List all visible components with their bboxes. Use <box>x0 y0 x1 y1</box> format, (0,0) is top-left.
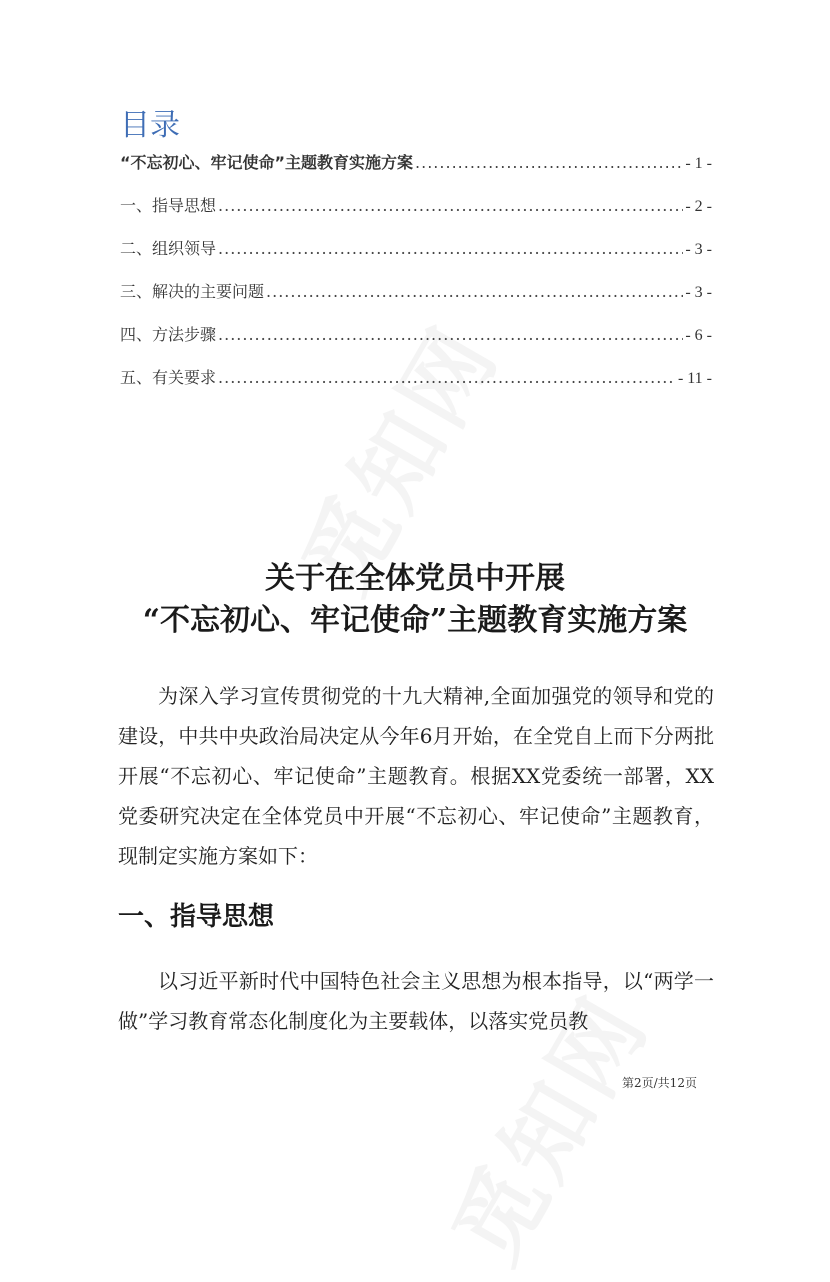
table-of-contents <box>120 150 712 408</box>
toc-entry-label: 三、解决的主要问题 <box>120 282 265 301</box>
toc-entry-label: 二、组织领导 <box>120 239 217 258</box>
toc-entry-page: - 3 - <box>685 284 712 301</box>
section-heading: 一、指导思想 <box>118 902 275 932</box>
toc-leader-dots <box>266 282 683 301</box>
toc-entry-page: - 6 - <box>685 327 712 344</box>
toc-entry[interactable] <box>120 150 712 193</box>
toc-entry[interactable] <box>120 279 712 322</box>
toc-entry[interactable] <box>120 236 712 279</box>
toc-entry[interactable] <box>120 193 712 236</box>
document-title-line-1: 关于在全体党员中开展 <box>265 561 565 596</box>
toc-entry[interactable] <box>120 365 712 408</box>
toc-entry-page: - 2 - <box>685 198 712 215</box>
toc-entry-label: “不忘初心、牢记使命”主题教育实施方案 <box>120 153 414 172</box>
toc-entry-page: - 1 - <box>685 155 712 172</box>
toc-leader-dots <box>415 153 683 172</box>
toc-leader-dots <box>218 325 683 344</box>
toc-leader-dots <box>218 239 683 258</box>
toc-leader-dots <box>218 196 683 215</box>
toc-entry-label: 五、有关要求 <box>120 368 217 387</box>
toc-entry[interactable] <box>120 322 712 365</box>
toc-entry-label: 四、方法步骤 <box>120 325 217 344</box>
intro-paragraph: 为深入学习宣传贯彻党的十九大精神,全面加强党的领导和党的建设，中共中央政治局决定从今年6月开始，在全党自上而下分两批开展“不忘初心、牢记使命”主题教育。根据XX党委统一部署，XX党委研究决定在全体党员中开展“不忘初心、牢记使命”主题教育，现制定实施方案如下： <box>118 684 714 868</box>
toc-entry-label: 一、指导思想 <box>120 196 217 215</box>
toc-title: 目录 <box>120 108 180 143</box>
document-title-line-2: “不忘初心、牢记使命”主题教育实施方案 <box>142 603 688 638</box>
toc-entry-page: - 3 - <box>685 241 712 258</box>
toc-leader-dots <box>218 368 676 387</box>
page-number-footer: 第2页/共12页 <box>622 1076 697 1090</box>
section-paragraph: 以习近平新时代中国特色社会主义思想为根本指导，以“两学一做”学习教育常态化制度化为主要载体，以落实党员教 <box>118 969 714 1033</box>
toc-entry-page: - 11 - <box>677 370 712 387</box>
